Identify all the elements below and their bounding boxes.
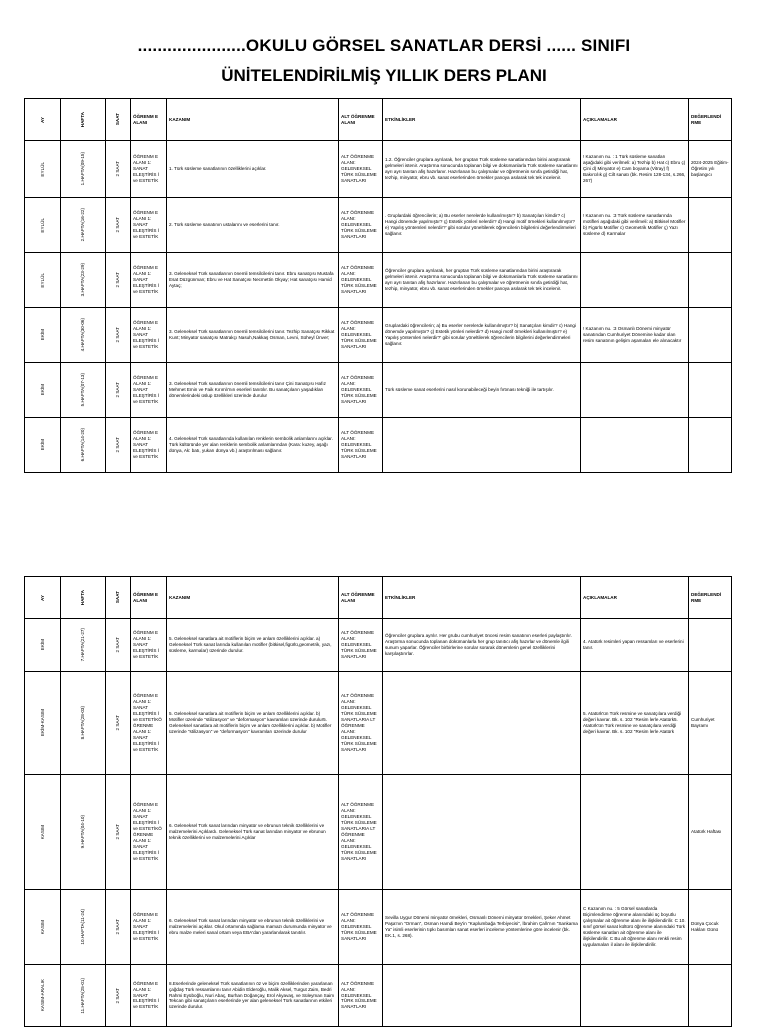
table-row [25,198,732,253]
table-row [25,363,732,418]
cell-ogrenme: ÖĞRENM E ALANI 1: SANAT ELEŞTİRİS İ ve ESTETİK [131,418,167,473]
cell-saat: 2 SAAT [106,965,131,1027]
cell-saat: 2 SAAT [106,253,131,308]
cell-saat: 2 SAAT [106,308,131,363]
header-aciklamalar: AÇIKLAMALAR [581,99,689,141]
table-row [25,775,732,890]
cell-aciklamalar: C Kazanım nu. : 5 Görsel sanatlarda Biçimlendirme öğrenme alanındaki üç boyutlu çalışmalar ait öğrenme alanı ile ilişkilendirilir. C 10. sınıf görsel sanat kültürü öğrenme alanındaki Türk süsleme sanatları ait öğrenme alanı ile ilişkilendirilir. C Bu alt öğrenme alanı renkli resim uygulamaları il alanı ile ilişkilendirilir. [581,890,689,965]
header-aciklamalar: AÇIKLAMALAR [581,577,689,619]
table-row [25,890,732,965]
cell-etkinlikler [383,672,581,775]
cell-ogrenme: ÖĞRENM E ALANI 1: SANAT ELEŞTİRİS İ ve ESTETİKÖ ĞRENME ALANI 1: SANAT ELEŞTİRİS İ ve ESTETİK [131,672,167,775]
cell-saat: 2 SAAT [106,198,131,253]
header-ay: AY [25,99,61,141]
table-header-row [25,577,732,619]
cell-etkinlikler: 1.2. Öğrenciler gruplara ayrılarak, her gruptan Türk süsleme sanatlarından birini araştırarak gelmeleri istenir. Araştırma sonucunda toplanan bilgi ve dokümanlarla Türk süsleme sanatlarını ayrı ayrı tanıtan afiş hazırlanır. Hazırlanan bu çalışmalar ve öğretmenin sınıfa getirdiği hat, tezhip, minyatür, ebru vb. sanat eserlerinden örnekler panoya asılarak tek tek incelenir. [383,141,581,198]
cell-degerlendirme: Cumhuriyet Bayramı [689,672,732,775]
cell-kazanim: 8.Eserlerinde geleneksel Türk sanatlarının öz ve biçim özelliklerinden yararlanan çağdaş Türk ressamlarını tanır Abidin Elderoğlu, Malik Aksel, Turgut Zaim, Bedri Rahmi Eyüboğlu, Nuri Abaç, Burhan Doğançay, Erol Akyavaş, ve Süleyman Saim Tekcan gibi sanatçıların eserlerinde yer alan geleneksel Türk sanatlarının etkileri üzerinde durulur. [167,965,339,1027]
cell-degerlendirme [689,619,732,672]
cell-ay: KASIM-ARALIK [25,965,61,1027]
cell-ay: KASIM [25,775,61,890]
cell-kazanim: 5. Geleneksel sanatlara ait motiflerin biçim ve anlam özelliklerini açıklar. b) Motifler üzerinde "stilizasyon" ve "deformasyon" kavramları üzerinde durulur5. Geleneksel sanatlara ait motiflerin biçim ve anlam özelliklerini açıklar. b) Motifler üzerinde "stilizasyon" ve "deformasyon" kavramları üzerinde durulur [167,672,339,775]
cell-ogrenme: ÖĞRENM E ALANI 1: SANAT ELEŞTİRİS İ ve ESTETİK [131,619,167,672]
cell-kazanim: 1. Türk süsleme sanatlarının özelliklerini açıklar. [167,141,339,198]
cell-hafta: 3.HAFTA(23-29) [61,253,106,308]
header-alt: ALT ÖĞRENME ALANI [339,99,383,141]
cell-ay: EYLÜL [25,198,61,253]
cell-alt: ALT ÖĞRENME ALANI: GELENEKSEL TÜRK SÜSLEME SANATLARI [339,253,383,308]
cell-ogrenme: ÖĞRENM E ALANI 1: SANAT ELEŞTİRİS İ ve ESTETİK [131,363,167,418]
cell-ay: KASIM [25,890,61,965]
header-etkinlikler: ETKİNLİKLER [383,99,581,141]
cell-etkinlikler: Gruplardaki öğrencilerin; a) Bu eserler nerelerde kullanılmıştır? b) Sanatçıları kimdir? c) Hangi dönemde yapılmıştır? ç) Estetik yönleri nelerdir? d) Hangi motif örnekleri kullanılmıştır? e) Yapılış yöntemleri nelerdir?' gibi sorular yöneltilerek öğrencilerin bilgilerini değerlendirmeleri sağlanır. [383,308,581,363]
header-hafta: HAFTA [61,99,106,141]
table-row [25,619,732,672]
cell-alt: ALT ÖĞRENME ALANI: GELENEKSEL TÜRK SÜSLEME SANATLARIA LT ÖĞRENME ALANI: GELENEKSEL TÜRK SÜSLEME SANATLARI [339,775,383,890]
cell-kazanim: 4. Geleneksel Türk sanatlarında kullanılan renklerin sembolik anlamlarını açıklar. Türk kültüründe yer alan renklerin sembolik anlamlarından (Kara: kuzey, aşağı dünya, Ak: batı, yukarı dünya vb.) araştırılması sağlanır. [167,418,339,473]
cell-saat: 2 SAAT [106,363,131,418]
cell-kazanim: 5. Geleneksel sanatlara ait motiflerin biçim ve anlam özelliklerini açıklar. a) Geleneksel Türk sanat larında kullanılan motifler (bitkisel,figürlü,geometrik, yazı, süsleme, karmalar) üzerinde durulur. [167,619,339,672]
cell-ay: EKİM [25,619,61,672]
cell-hafta: 1.HAFTA(09-15) [61,141,106,198]
table-row [25,672,732,775]
cell-degerlendirme: Dünya Çocuk Hakları Günü [689,890,732,965]
cell-degerlendirme [689,363,732,418]
cell-aciklamalar: ! Kazanım nu. :3 Osmanlı Dönemi minyatür sanatından Cumhuriyet Dönemine kadar olan resim sanatının gelişim aşamaları ele alınacaktır [581,308,689,363]
cell-hafta: 11.HAFTA(25-01) [61,965,106,1027]
cell-alt: ALT ÖĞRENME ALANI: GELENEKSEL TÜRK SÜSLEME SANATLARI [339,363,383,418]
header-degerlendirme: DEĞERLENDİ RME [689,577,732,619]
cell-saat: 2 SAAT [106,672,131,775]
cell-hafta: 7.HAFTA(21-27) [61,619,106,672]
cell-etkinlikler [383,775,581,890]
header-ogrenme: ÖĞRENM E ALANI [131,99,167,141]
cell-hafta: 10.HAFTA(11-24) [61,890,106,965]
cell-saat: 2 SAAT [106,141,131,198]
cell-degerlendirme [689,418,732,473]
cell-alt: ALT ÖĞRENME ALANI: GELENEKSEL TÜRK SÜSLEME SANATLARI [339,965,383,1027]
cell-etkinlikler [383,418,581,473]
cell-hafta: 4.HAFTA(30-06) [61,308,106,363]
header-ogrenme: ÖĞRENM E ALANI [131,577,167,619]
header-hafta: HAFTA [61,577,106,619]
cell-degerlendirme: 2024-2025 Eğitim-Öğretim yılı başlangıcı [689,141,732,198]
cell-etkinlikler: . Gruplardaki öğrencilerin; a) Bu eserler nerelerde kullanılmıştır? b) Sanatçıları kimdir? c) Hangi dönemde yapılmıştır? ç) Estetik yönleri nelerdir? d) Hangi motif örnekleri kullanılmıştır? e) Yapılış yöntemleri nelerdir?' gibi sorular yöneltilerek öğrencilerin bilgilerini değerlendirmeleri sağlanır. [383,198,581,253]
plan-table-1 [24,98,732,473]
cell-saat: 2 SAAT [106,890,131,965]
cell-degerlendirme [689,965,732,1027]
table-row [25,965,732,1027]
header-etkinlikler: ETKİNLİKLER [383,577,581,619]
table-row [25,253,732,308]
cell-ay: EYLÜL [25,141,61,198]
document-title-line1: ......................OKULU GÖRSEL SANATLAR DERSİ ...... SINIFI [137,36,631,55]
cell-ogrenme: ÖĞRENM E ALANI 1: SANAT ELEŞTİRİS İ ve ESTETİK [131,198,167,253]
cell-ay: EKİM [25,418,61,473]
cell-degerlendirme: Atatürk Haftası [689,775,732,890]
cell-aciklamalar: 5. Atatürk'ün Türk resmine ve sanatçılara verdiği değeri kavrar. Bk. s. 102 "Resim lerle Atatürk5. Atatürk'ün Türk resmine ve sanatçılara verdiği değeri kavrar. Bk. s. 102 "Resim lerle Atatürk [581,672,689,775]
cell-alt: ALT ÖĞRENME ALANI: GELENEKSEL TÜRK SÜSLEME SANATLARI [339,890,383,965]
header-kazanim: KAZANIM [167,99,339,141]
table-row [25,141,732,198]
table-header-row [25,99,732,141]
cell-ay: EKİM [25,308,61,363]
header-ay: AY [25,577,61,619]
header-saat: SAAT [106,577,131,619]
cell-kazanim: 3. Geleneksel Türk sanatlarının önemli temsilcilerini tanır Çini Sanatçısı Hafız Mehmet Emin ve Faik Kırımlı'nın eserleri tanıtılır. Bu sanatçıların yaşadıkları dönemlerindeki üslup özellikleri üzerinde durulur [167,363,339,418]
cell-saat: 2 SAAT [106,418,131,473]
cell-aciklamalar [581,253,689,308]
header-alt: ALT ÖĞRENME ALANI [339,577,383,619]
cell-aciklamalar [581,965,689,1027]
cell-ogrenme: ÖĞRENM E ALANI 1: SANAT ELEŞTİRİS İ ve ESTETİKÖ ĞRENME ALANI 1: SANAT ELEŞTİRİS İ ve ESTETİK [131,775,167,890]
cell-etkinlikler [383,965,581,1027]
cell-etkinlikler: Öğrenciler gruplara ayrılır. Her grubu cumhuriyet öncesi resim sanatının eserleri paylaştırılır. Araştırma sonucunda toplanan dokümanlarla her grup tanıtıcı afiş hazırlar ve dönemle ilgili sunum yaparlar. Öğrenciler birbirlerine sorular sorarak dönemlerin genel özelliklerini karşılaştırırlar. [383,619,581,672]
table-row [25,308,732,363]
table-row [25,418,732,473]
cell-alt: ALT ÖĞRENME ALANI: GELENEKSEL TÜRK SÜSLEME SANATLARI [339,308,383,363]
header-saat: SAAT [106,99,131,141]
cell-ay: EKİM-KASIM [25,672,61,775]
cell-alt: ALT ÖĞRENME ALANI: GELENEKSEL TÜRK SÜSLEME SANATLARI [339,619,383,672]
cell-saat: 2 SAAT [106,619,131,672]
cell-degerlendirme [689,253,732,308]
cell-ay: EYLÜL [25,253,61,308]
cell-ogrenme: ÖĞRENM E ALANI 1: SANAT ELEŞTİRİS İ ve ESTETİK [131,890,167,965]
cell-etkinlikler: Sevilla Uygur Dönemi minyatür örnekleri, Osmanlı Dönemi minyatür örnekleri, Şeker Ahmet Paşa'nın "Orman", Osman Hamdi Bey'in "Kaplumbağa Terbiyecisi", İbrahim Çallı'nın "Sankama Ya" isimli eserlerinin tıpkı basımları sanat eserleri inceleme yöntemlerine göre incelenir (bk. EK.1, s. 268). [383,890,581,965]
cell-ogrenme: ÖĞRENM E ALANI 1: SANAT ELEŞTİRİS İ ve ESTETİK [131,141,167,198]
cell-aciklamalar [581,363,689,418]
cell-alt: ALT ÖĞRENME ALANI: GELENEKSEL TÜRK SÜSLEME SANATLARI [339,198,383,253]
cell-aciklamalar: ! Kazanım nu. :3 Türk süsleme sanatlarında motifleri aşağıdaki gibi verilmeli: a) Bitkisel Motifler b) Figürlü Motifler c) Geometrik Motifler ç) Yazı süsleme d) Karmalar [581,198,689,253]
cell-alt: ALT ÖĞRENME ALANI: GELENEKSEL TÜRK SÜSLEME SANATLARIA LT ÖĞRENME ALANI: GELENEKSEL TÜRK SÜSLEME SANATLARI [339,672,383,775]
cell-hafta: 6.HAFTA(14-20) [61,418,106,473]
cell-kazanim: 2. Türk süsleme sanatının ustalarını ve eserlerini tanır. [167,198,339,253]
cell-etkinlikler: Türk süsleme sanat eserlerini nasıl korunabileceği beyin fırtınası tekniği ile tartışılır. [383,363,581,418]
cell-aciklamalar: ! Kazanım nu. : 1 Türk süsleme sanatları aşağıdaki gibi verilmeli: a) Tezhip b) Hat c) Ebru ç) Çini d) Minyatür e) Cam boyama (Vitray) f) Bakırcılık g) Cilt sanatı (bk. Resim 128-134, s.266, 267) [581,141,689,198]
cell-kazanim: 6. Geleneksel Türk sanat larından minyatür ve ebrunun teknik özelliklerini ve malzemelerini Açıklardı. Geleneksel Türk sanat larından minyatür ve ebrunun teknik özelliklerini ve malzemelerini Açıklar [167,775,339,890]
cell-hafta: 5.HAFTA(07-13) [61,363,106,418]
header-degerlendirme: DEĞERLENDİ RME [689,99,732,141]
cell-ogrenme: ÖĞRENM E ALANI 1: SANAT ELEŞTİRİS İ ve ESTETİK [131,308,167,363]
document-title-line2: ÜNİTELENDİRİLMİŞ YILLIK DERS PLANI [221,66,547,85]
cell-ogrenme: ÖĞRENM E ALANI 1: SANAT ELEŞTİRİS İ ve ESTETİK [131,965,167,1027]
plan-table-2 [24,576,732,1027]
cell-hafta: 9.HAFTA(04-10) [61,775,106,890]
cell-aciklamalar [581,775,689,890]
cell-degerlendirme [689,198,732,253]
cell-kazanim: 3. Geleneksel Türk sanatlarının önemli temsilcilerini tanır. Tezhip Sanatçısı Rikkat Kunt; Minyatür sanatçısı Matrakçı Nasuh,Nakkaş Osman, Levni, Süheyl Ünver; [167,308,339,363]
cell-aciklamalar [581,418,689,473]
cell-ogrenme: ÖĞRENM E ALANI 1: SANAT ELEŞTİRİS İ ve ESTETİK [131,253,167,308]
cell-ay: EKİM [25,363,61,418]
cell-saat: 2 SAAT [106,775,131,890]
cell-alt: ALT ÖĞRENME ALANI: GELENEKSEL TÜRK SÜSLEME SANATLARI [339,141,383,198]
cell-hafta: 8.HAFTA(28-03) [61,672,106,775]
header-kazanim: KAZANIM [167,577,339,619]
cell-kazanim: 3. Geleneksel Türk sanatlarının önemli temsilcilerini tanır. Ebru sanatçısı Mustafa Esat Düzgünman; Ebru ve Hat Sanatçısı Necmettin Okyay; Hat sanatçısı Hamid Aytaç; [167,253,339,308]
cell-hafta: 2.HAFTA(16-22) [61,198,106,253]
cell-aciklamalar: 4. Atatürk resimleri yapan ressamları ve eserlerini tanır. [581,619,689,672]
cell-kazanim: 6. Geleneksel Türk sanat larından minyatür ve ebrunun teknik özelliklerini ve malzemelerini açıklar. Okul ortamında sağlama mamazı durumunda minyatür ve ebru malze meleri sanal ortam veya EBA'dan yararlanılarak tanıtılır. [167,890,339,965]
cell-degerlendirme [689,308,732,363]
cell-etkinlikler: Öğrenciler gruplara ayrılarak, her gruptan Türk süsleme sanatlarından birini araştırarak gelmeleri istenir. Araştırma sonucunda toplanan bilgi ve dokümanlarla Türk süsleme sanatlarını ayrı ayrı tanıtan afiş hazırlanır. Hazırlanan bu çalışmalar ve öğretmenin sınıfa getirdiği hat, tezhip, minyatür, ebru vb. sanat eserlerinden örnekler panoya asılarak tek tek incelenir. [383,253,581,308]
cell-alt: ALT ÖĞRENME ALANI: GELENEKSEL TÜRK SÜSLEME SANATLARI [339,418,383,473]
